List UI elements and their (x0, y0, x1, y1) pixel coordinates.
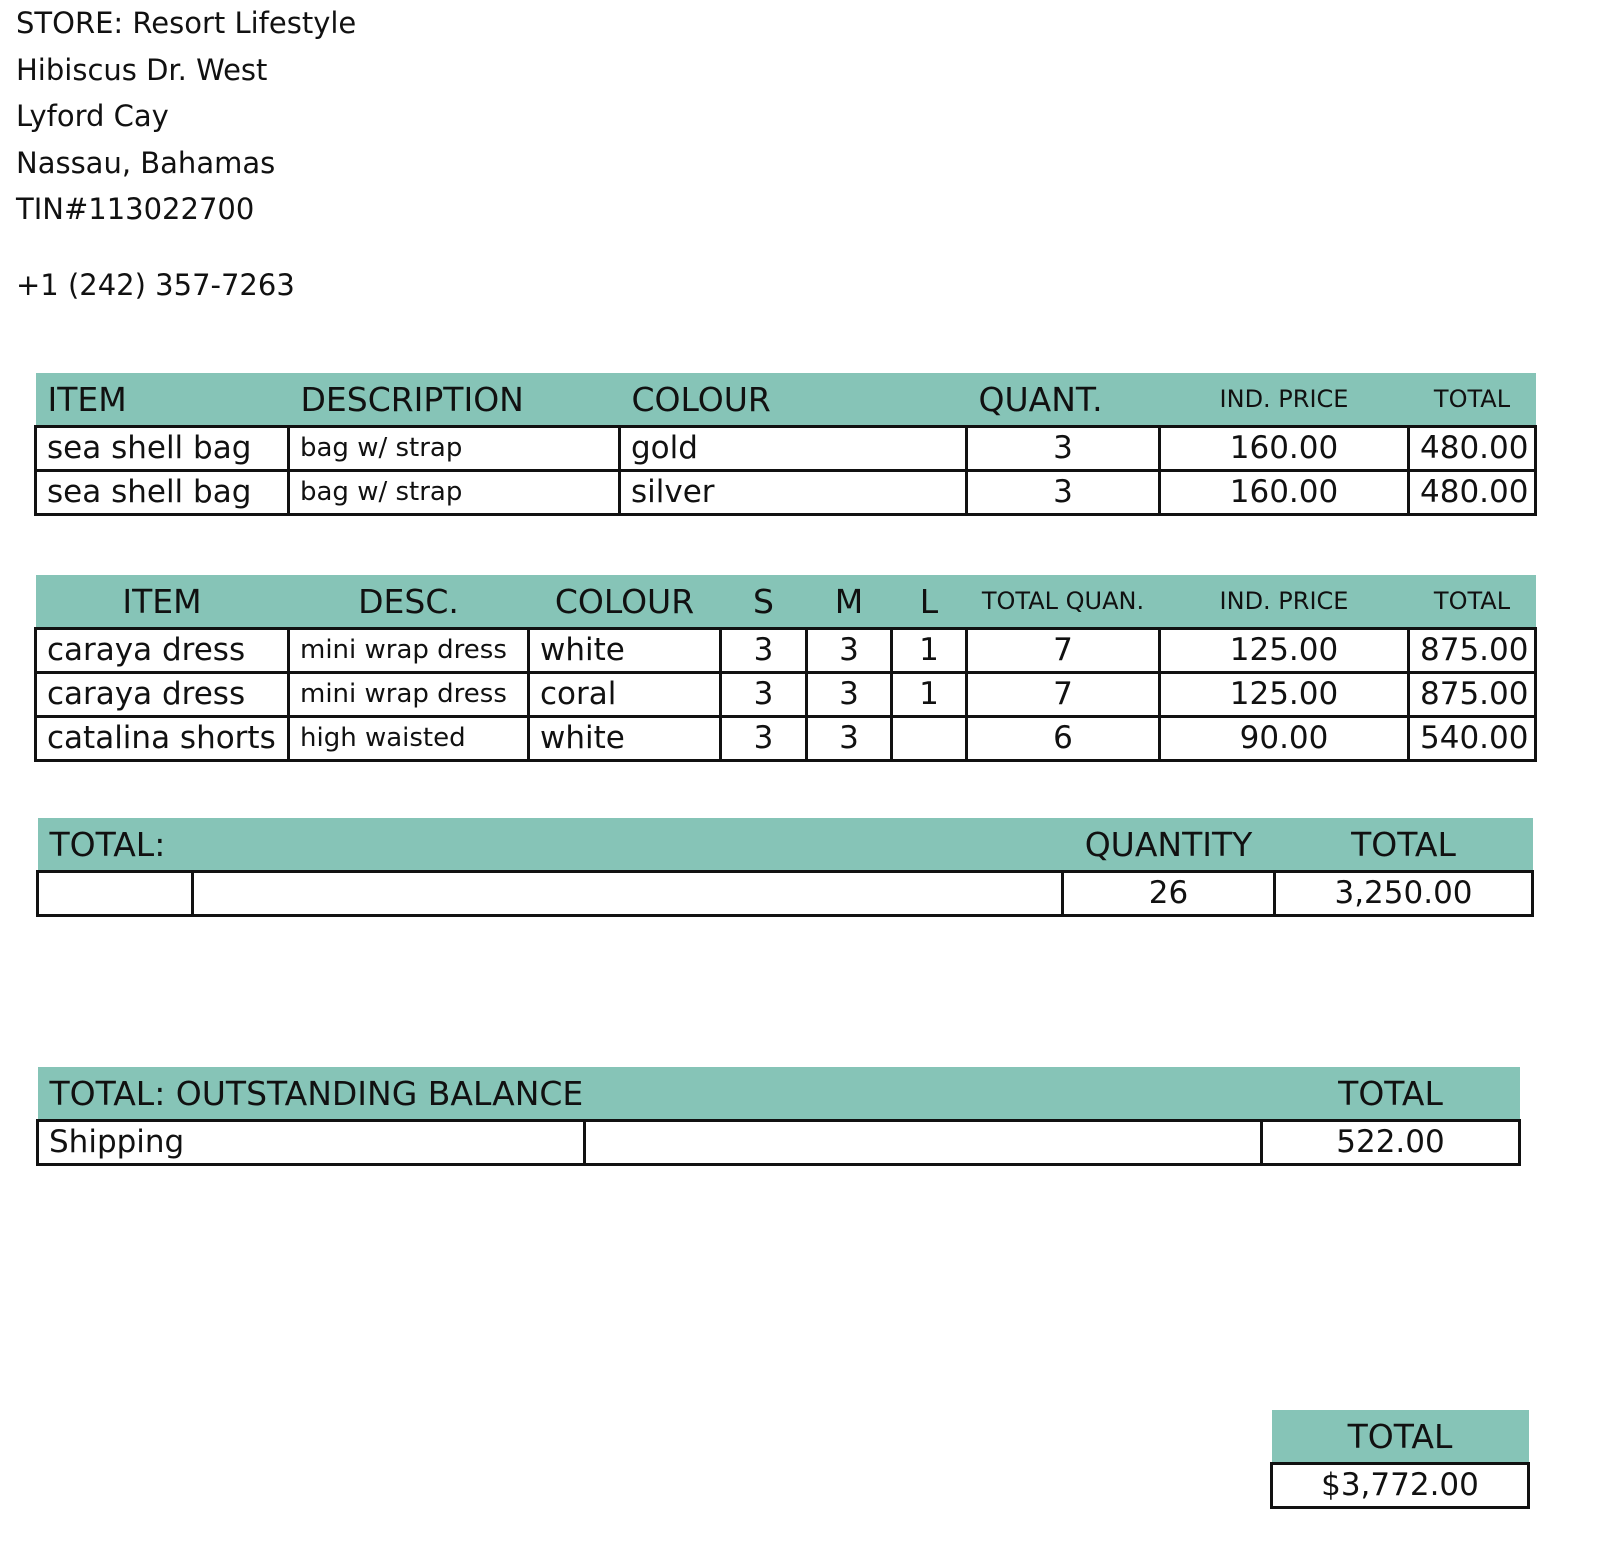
col-header-total: TOTAL (1262, 1067, 1520, 1121)
cell-total: 875.00 (1409, 673, 1536, 717)
summary-table (36, 818, 1534, 917)
cell-description: bag w/ strap (289, 471, 620, 515)
col-header-desc: DESC. (289, 575, 529, 629)
cell-size-s: 3 (721, 717, 807, 761)
col-header-size-l: L (892, 575, 967, 629)
col-header-total: TOTAL (1409, 373, 1536, 427)
cell-item: caraya dress (36, 673, 289, 717)
cell-total: 480.00 (1409, 471, 1536, 515)
cell-description: bag w/ strap (289, 427, 620, 471)
col-header-description: DESCRIPTION (289, 373, 620, 427)
cell-total: 540.00 (1409, 717, 1536, 761)
table-row (36, 427, 1536, 471)
col-header-colour: COLOUR (620, 373, 967, 427)
cell-size-m: 3 (807, 717, 892, 761)
apparel-table (34, 575, 1537, 762)
cell-ind-price: 160.00 (1160, 427, 1409, 471)
col-header-item: ITEM (36, 575, 289, 629)
table-row (36, 717, 1536, 761)
cell-total: 875.00 (1409, 629, 1536, 673)
store-phone: +1 (242) 357-7263 (16, 268, 295, 302)
col-header-total: TOTAL (1275, 818, 1533, 872)
cell-total: 480.00 (1409, 427, 1536, 471)
summary-quantity: 26 (1063, 872, 1275, 916)
table-row (36, 629, 1536, 673)
cell-ind-price: 125.00 (1160, 629, 1409, 673)
cell-desc: mini wrap dress (289, 673, 529, 717)
bags-table (34, 373, 1537, 516)
col-header-colour: COLOUR (529, 575, 721, 629)
table-row (36, 673, 1536, 717)
col-header-quantity: QUANT. (967, 373, 1160, 427)
col-header-item: ITEM (36, 373, 289, 427)
cell-ind-price: 160.00 (1160, 471, 1409, 515)
col-header-quantity: QUANTITY (1063, 818, 1275, 872)
cell-quantity: 3 (967, 471, 1160, 515)
store-area: Lyford Cay (16, 99, 169, 133)
cell-colour: white (529, 629, 721, 673)
cell-item: caraya dress (36, 629, 289, 673)
table-header-row (38, 1067, 1520, 1121)
balance-label: TOTAL: OUTSTANDING BALANCE (38, 1067, 1262, 1121)
store-name: STORE: Resort Lifestyle (16, 6, 357, 40)
cell-shipping-label: Shipping (38, 1121, 585, 1165)
cell-empty (38, 872, 193, 916)
grand-total-table (1270, 1410, 1530, 1509)
cell-item: sea shell bag (36, 471, 289, 515)
table-row (38, 1121, 1520, 1165)
col-header-size-m: M (807, 575, 892, 629)
cell-desc: mini wrap dress (289, 629, 529, 673)
col-header-total: TOTAL (1409, 575, 1536, 629)
table-header-row (36, 575, 1536, 629)
cell-item: catalina shorts (36, 717, 289, 761)
col-header-total-quan: TOTAL QUAN. (967, 575, 1160, 629)
cell-size-s: 3 (721, 629, 807, 673)
cell-total-quan: 7 (967, 629, 1160, 673)
store-city: Nassau, Bahamas (16, 146, 276, 180)
cell-size-l (892, 717, 967, 761)
cell-colour: white (529, 717, 721, 761)
table-row (38, 872, 1533, 916)
grand-total-header: TOTAL (1272, 1410, 1529, 1464)
store-street: Hibiscus Dr. West (16, 53, 268, 87)
cell-size-m: 3 (807, 629, 892, 673)
cell-empty (585, 1121, 1262, 1165)
col-header-size-s: S (721, 575, 807, 629)
table-header-row (36, 373, 1536, 427)
summary-total: 3,250.00 (1275, 872, 1533, 916)
cell-shipping-total: 522.00 (1262, 1121, 1520, 1165)
cell-colour: coral (529, 673, 721, 717)
store-tin: TIN#113022700 (16, 192, 255, 226)
table-header-row (1272, 1410, 1529, 1464)
cell-item: sea shell bag (36, 427, 289, 471)
outstanding-balance-table (36, 1067, 1521, 1166)
summary-label: TOTAL: (38, 818, 1063, 872)
cell-total-quan: 7 (967, 673, 1160, 717)
cell-ind-price: 90.00 (1160, 717, 1409, 761)
cell-colour: silver (620, 471, 967, 515)
table-row (1272, 1464, 1529, 1508)
cell-colour: gold (620, 427, 967, 471)
cell-ind-price: 125.00 (1160, 673, 1409, 717)
cell-size-s: 3 (721, 673, 807, 717)
grand-total-value: $3,772.00 (1272, 1464, 1529, 1508)
table-header-row (38, 818, 1533, 872)
col-header-ind-price: IND. PRICE (1160, 373, 1409, 427)
cell-desc: high waisted (289, 717, 529, 761)
cell-size-l: 1 (892, 673, 967, 717)
cell-size-m: 3 (807, 673, 892, 717)
cell-size-l: 1 (892, 629, 967, 673)
cell-empty (193, 872, 1063, 916)
cell-total-quan: 6 (967, 717, 1160, 761)
table-row (36, 471, 1536, 515)
col-header-ind-price: IND. PRICE (1160, 575, 1409, 629)
cell-quantity: 3 (967, 427, 1160, 471)
